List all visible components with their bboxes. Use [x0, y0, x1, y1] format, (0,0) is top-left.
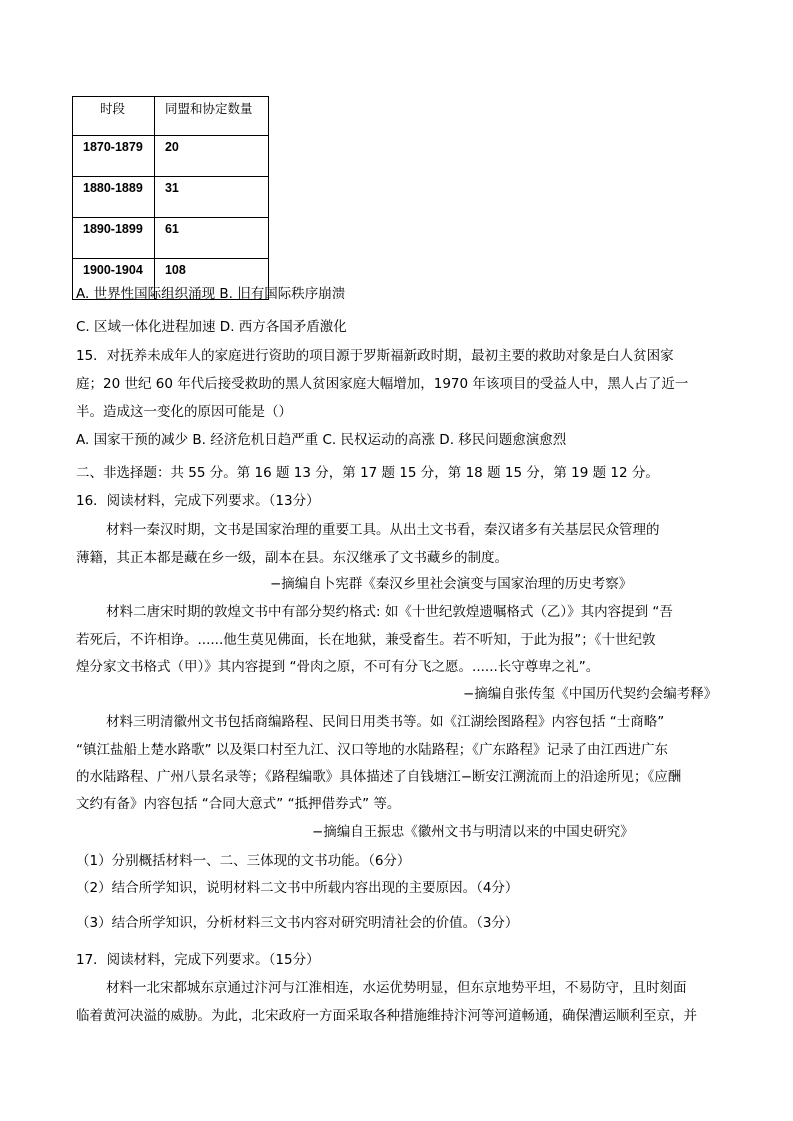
table-header-count: 同盟和协定数量 — [154, 97, 268, 136]
q16-material3-line4: 文约有备》内容包括 “合同大意式” “抵押借券式” 等。 — [76, 796, 401, 812]
q16-title: 16．阅读材料，完成下列要求。（13分） — [76, 493, 320, 509]
table-cell-period: 1890-1899 — [73, 218, 155, 259]
q16-material1-line1: 材料一秦汉时期，文书是国家治理的重要工具。从出土文书看，秦汉诸多有关基层民众管理的 — [106, 522, 660, 538]
q16-requirement2: （2）结合所学知识，说明材料二文书中所载内容出现的主要原因。（4分） — [76, 880, 519, 896]
q16-material3-line2: “镇江盐船上楚水路歌” 以及渠口村至九江、汉口等地的水陆路程；《广东路程》记录了由江西进广东 — [76, 742, 669, 758]
q16-material3-line1: 材料三明清徽州文书包括商编路程、民间日用类书等。如《江湖绘图路程》内容包括 “士商略” — [106, 714, 665, 730]
q16-requirement3: （3）结合所学知识，分析材料三文书内容对研究明清社会的价值。（3分） — [76, 915, 519, 931]
table-cell-period: 1880-1889 — [73, 177, 155, 218]
table-row — [73, 218, 269, 259]
q15-line3: 半。造成这一变化的原因可能是（） — [76, 404, 292, 420]
q16-material1-line2: 薄籍，其正本都是藏在乡一级，副本在县。东汉继承了文书藏乡的制度。 — [76, 550, 508, 566]
table-header-period: 时段 — [73, 97, 155, 136]
q16-requirement1: （1）分别概括材料一、二、三体现的文书功能。（6分） — [76, 853, 411, 869]
q15-line2: 庭；20 世纪 60 年代后接受救助的黑人贫困家庭大幅增加，1970 年该项目的受益人中，黑人占了近一 — [76, 376, 689, 392]
q16-material1-source: −摘编自卜宪群《秦汉乡里社会演变与国家治理的历史考察》 — [270, 576, 633, 592]
table-cell-count: 31 — [154, 177, 268, 218]
table-cell-period: 1870-1879 — [73, 136, 155, 177]
table-cell-count: 61 — [154, 218, 268, 259]
table-cell-count: 20 — [154, 136, 268, 177]
table-cell-period: 1900-1904 — [73, 259, 155, 300]
q17-material1-line2: 临着黄河决溢的威胁。为此，北宋政府一方面采取各种措施维持汴河等河道畅通，确保漕运顺利至京，并 — [76, 1008, 697, 1024]
table-row — [73, 136, 269, 177]
table-row — [73, 177, 269, 218]
section2-heading: 二、非选择题：共 55 分。第 16 题 13 分，第 17 题 15 分，第 18 题 15 分，第 19 题 12 分。 — [76, 465, 659, 481]
q16-material2-line1: 材料二唐宋时期的敦煌文书中有部分契约格式: 如《十世纪敦煌遗嘱格式（乙）》其内容提到 “吾 — [106, 604, 673, 620]
table-header-row — [73, 97, 269, 136]
q16-material2-line2: 若死后，不许相诤。......他生莫见佛面，长在地狱，兼受畜生。若不听知，于此为报”；《十世纪敦 — [76, 632, 656, 648]
alliance-table — [72, 96, 269, 300]
table-cell-count: 108 — [154, 259, 268, 300]
q17-title: 17．阅读材料，完成下列要求。（15分） — [76, 952, 320, 968]
q14-options-line1: A. 世界性国际组织涌现 B. 旧有国际秩序崩溃 — [76, 286, 346, 302]
q16-material2-source: −摘编自张传玺《中国历代契约会编考释》 — [463, 686, 718, 702]
q16-material3-line3: 的水陆路程、广州八景名录等；《路程编歌》具体描述了自钱塘江−断安江溯流而上的沿途所见；《应酬 — [76, 769, 682, 785]
q17-material1-line1: 材料一北宋都城东京通过汴河与江淮相连，水运优势明显，但东京地势平坦，不易防守，且时刻面 — [106, 980, 687, 996]
q16-material2-line3: 煌分家文书格式（甲）》其内容提到 “骨肉之原，不可有分飞之愿。......长守尊卑之礼”。 — [76, 659, 600, 675]
q14-options-line2: C. 区域一体化进程加速 D. 西方各国矛盾激化 — [76, 319, 347, 335]
q15-options: A. 国家干预的减少 B. 经济危机日趋严重 C. 民权运动的高涨 D. 移民问题愈演愈烈 — [76, 432, 567, 448]
q15-line1: 15．对抚养未成年人的家庭进行资助的项目源于罗斯福新政时期，最初主要的救助对象是白人贫困家 — [76, 348, 674, 364]
q16-material3-source: −摘编自王振忠《徽州文书与明清以来的中国史研究》 — [312, 824, 634, 840]
